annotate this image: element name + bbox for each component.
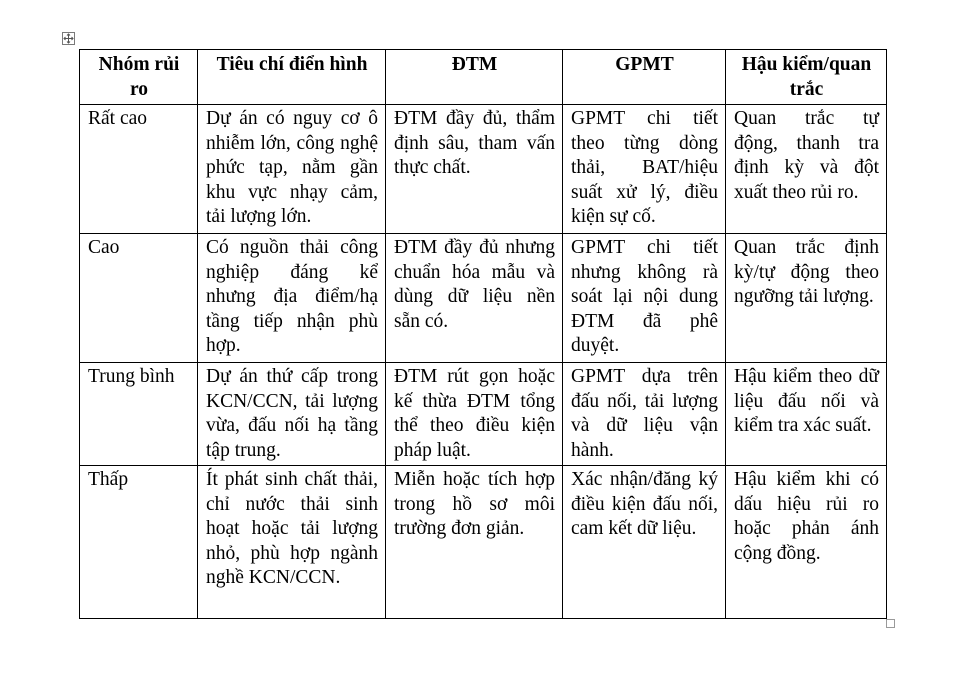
- table-row: [80, 466, 887, 619]
- cell-gpmt: Xác nhận/đăng ký điều kiện đấu nối, cam kết dữ liệu.: [563, 466, 726, 619]
- header-post-inspection: Hậu kiểm/quan trắc: [726, 50, 887, 105]
- table-header-row: [80, 50, 887, 105]
- risk-group-table: [79, 49, 887, 619]
- cell-dtm: ĐTM rút gọn hoặc kế thừa ĐTM tổng thể theo điều kiện pháp luật.: [386, 363, 563, 466]
- cell-gpmt: GPMT dựa trên đấu nối, tải lượng và dữ liệu vận hành.: [563, 363, 726, 466]
- header-gpmt: GPMT: [563, 50, 726, 105]
- table-move-handle[interactable]: [62, 32, 75, 45]
- cell-gpmt: GPMT chi tiết nhưng không rà soát lại nội dung ĐTM đã phê duyệt.: [563, 234, 726, 363]
- cell-risk-group: Rất cao: [80, 105, 198, 234]
- cell-post-inspection: Quan trắc tự động, thanh tra định kỳ và đột xuất theo rủi ro.: [726, 105, 887, 234]
- cell-risk-group: Cao: [80, 234, 198, 363]
- cell-post-inspection: Hậu kiểm khi có dấu hiệu rủi ro hoặc phản ánh cộng đồng.: [726, 466, 887, 619]
- cell-post-inspection: Quan trắc định kỳ/tự động theo ngưỡng tải lượng.: [726, 234, 887, 363]
- cell-gpmt: GPMT chi tiết theo từng dòng thải, BAT/hiệu suất xử lý, điều kiện sự cố.: [563, 105, 726, 234]
- header-risk-group: Nhóm rủi ro: [80, 50, 198, 105]
- cell-typical-criteria: Dự án thứ cấp trong KCN/CCN, tải lượng vừa, đấu nối hạ tầng tập trung.: [198, 363, 386, 466]
- cell-dtm: ĐTM đầy đủ nhưng chuẩn hóa mẫu và dùng dữ liệu nền sẵn có.: [386, 234, 563, 363]
- cell-typical-criteria: Ít phát sinh chất thải, chỉ nước thải sinh hoạt hoặc tải lượng nhỏ, phù hợp ngành nghề KCN/CCN.: [198, 466, 386, 619]
- cell-dtm: Miễn hoặc tích hợp trong hồ sơ môi trường đơn giản.: [386, 466, 563, 619]
- table-row: [80, 105, 887, 234]
- move-arrows-icon: [63, 33, 74, 44]
- table-resize-handle[interactable]: [886, 619, 895, 628]
- cell-post-inspection: Hậu kiểm theo dữ liệu đấu nối và kiểm tra xác suất.: [726, 363, 887, 466]
- table-row: [80, 234, 887, 363]
- header-typical-criteria: Tiêu chí điển hình: [198, 50, 386, 105]
- cell-risk-group: Trung bình: [80, 363, 198, 466]
- cell-typical-criteria: Dự án có nguy cơ ô nhiễm lớn, công nghệ phức tạp, nằm gần khu vực nhạy cảm, tải lượng lớn.: [198, 105, 386, 234]
- table-row: [80, 363, 887, 466]
- header-dtm: ĐTM: [386, 50, 563, 105]
- cell-typical-criteria: Có nguồn thải công nghiệp đáng kể nhưng địa điểm/hạ tầng tiếp nhận phù hợp.: [198, 234, 386, 363]
- cell-risk-group: Thấp: [80, 466, 198, 619]
- cell-dtm: ĐTM đầy đủ, thẩm định sâu, tham vấn thực chất.: [386, 105, 563, 234]
